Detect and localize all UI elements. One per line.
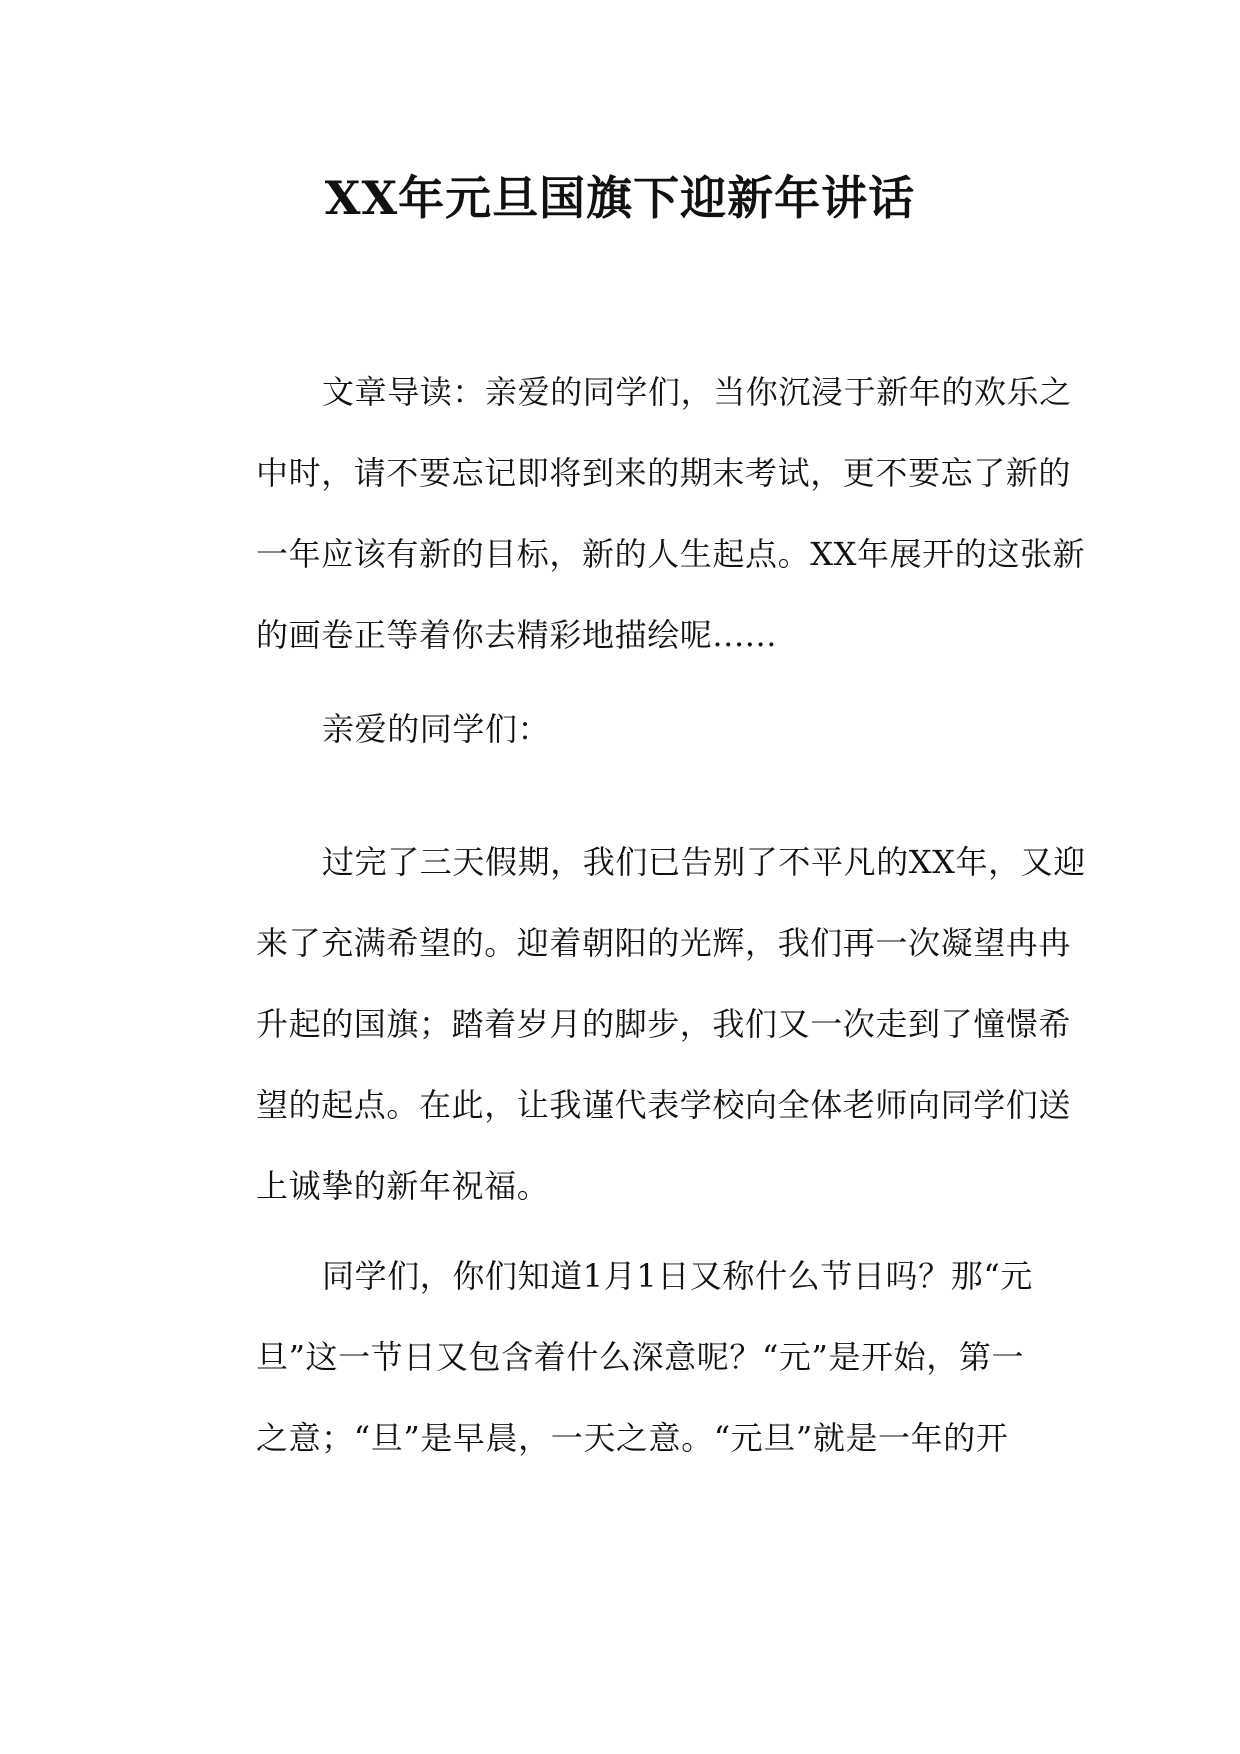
paragraph-line: 的画卷正等着你去精彩地描绘呢...... <box>256 616 778 654</box>
paragraph-line: 过完了三天假期，我们已告别了不平凡的XX年，又迎 <box>322 843 1086 881</box>
paragraph-line: 一年应该有新的目标，新的人生起点。XX年展开的这张新 <box>256 535 1086 573</box>
body-paragraph-1 <box>190 822 1086 1227</box>
intro-paragraph <box>190 352 1086 676</box>
document-title: XX年元旦国旗下迎新年讲话 <box>324 171 916 225</box>
greeting-paragraph <box>190 689 1052 770</box>
paragraph-line: 亲爱的同学们： <box>322 710 551 748</box>
paragraph-line: 文章导读：亲爱的同学们，当你沉浸于新年的欢乐之 <box>322 373 1072 411</box>
paragraph-line: 升起的国旗；踏着岁月的脚步，我们又一次走到了憧憬希 <box>256 1005 1072 1043</box>
paragraph-line: 中时，请不要忘记即将到来的期末考试，更不要忘了新的 <box>256 454 1072 492</box>
paragraph-line: 旦”这一节日又包含着什么深意呢？“元”是开始，第一 <box>256 1338 1025 1376</box>
body-paragraph-2 <box>190 1236 1052 1479</box>
paragraph-line: 同学们，你们知道1月1日又称什么节日吗？那“元 <box>322 1257 1033 1295</box>
paragraph-line: 望的起点。在此，让我谨代表学校向全体老师向同学们送 <box>256 1086 1072 1124</box>
paragraph-line: 来了充满希望的。迎着朝阳的光辉，我们再一次凝望冉冉 <box>256 924 1072 962</box>
paragraph-line: 上诚挚的新年祝福。 <box>256 1167 550 1205</box>
paragraph-line: 之意；“旦”是早晨，一天之意。“元旦”就是一年的开 <box>256 1419 1009 1457</box>
